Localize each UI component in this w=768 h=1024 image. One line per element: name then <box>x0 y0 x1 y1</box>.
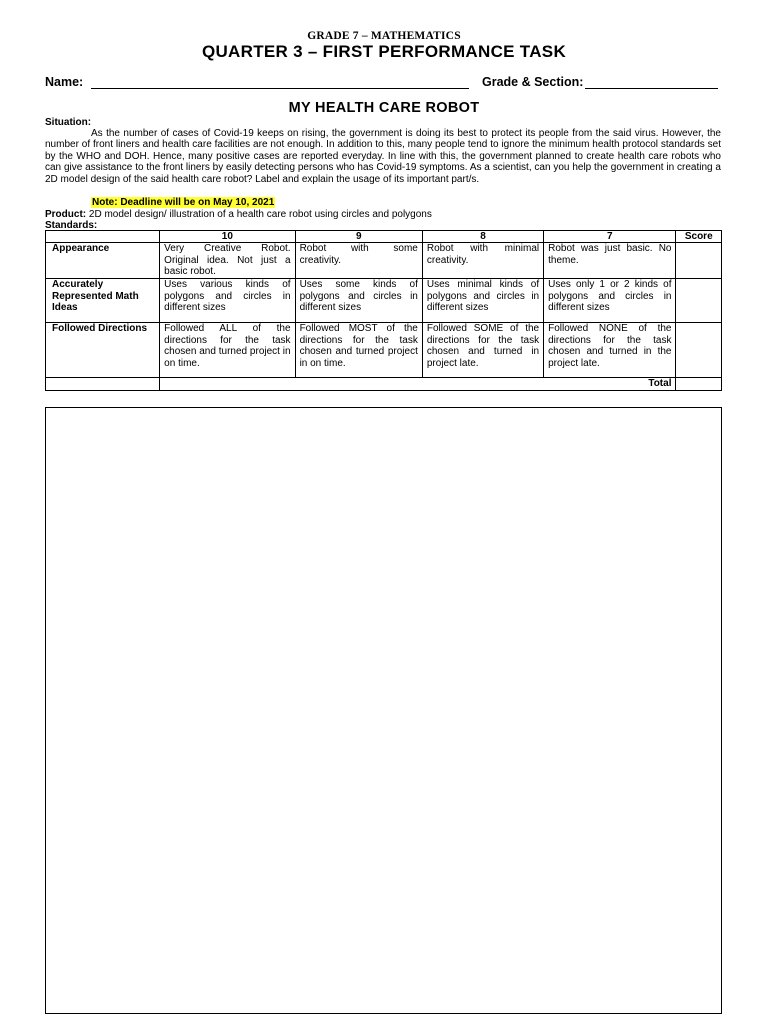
name-label: Name: <box>45 75 84 89</box>
criterion-label: Appearance <box>46 243 160 279</box>
score-cell[interactable] <box>676 279 722 323</box>
level-7-desc: Followed NONE of the directions for the task chosen and turned in the project late. <box>544 323 676 378</box>
level-10-desc: Uses various kinds of polygons and circles in different sizes <box>160 279 295 323</box>
total-label: Total <box>160 378 676 390</box>
level-9-desc: Followed MOST of the directions for the task chosen and turned project in on time. <box>295 323 422 378</box>
total-score-cell[interactable] <box>676 378 722 390</box>
product-label: Product: <box>45 209 87 220</box>
rubric-total-row <box>46 378 722 390</box>
criterion-label: Accurately Represented Math Ideas <box>46 279 160 323</box>
student-info-row <box>45 75 725 91</box>
rubric-header-10: 10 <box>160 231 295 243</box>
deadline-note: Note: Deadline will be on May 10, 2021 <box>92 197 275 208</box>
standards-label: Standards: <box>45 220 98 231</box>
product-line <box>45 209 432 220</box>
level-8-desc: Robot with minimal creativity. <box>422 243 543 279</box>
level-9-desc: Robot with some creativity. <box>295 243 422 279</box>
level-7-desc: Robot was just basic. No theme. <box>544 243 676 279</box>
level-8-desc: Uses minimal kinds of polygons and circles in different sizes <box>422 279 543 323</box>
rubric-row-math-ideas <box>46 279 722 323</box>
total-spacer <box>46 378 160 390</box>
grade-section-field[interactable] <box>585 88 718 89</box>
score-cell[interactable] <box>676 323 722 378</box>
criterion-label: Followed Directions <box>46 323 160 378</box>
grade-subject-heading: GRADE 7 – MATHEMATICS <box>307 30 461 42</box>
rubric-header-7: 7 <box>544 231 676 243</box>
rubric-header-criterion <box>46 231 160 243</box>
rubric-header-9: 9 <box>295 231 422 243</box>
level-10-desc: Followed ALL of the directions for the task chosen and turned project in on time. <box>160 323 295 378</box>
task-heading: QUARTER 3 – FIRST PERFORMANCE TASK <box>201 42 567 61</box>
drawing-area[interactable] <box>45 407 722 1014</box>
level-10-desc: Very Creative Robot. Original idea. Not just a basic robot. <box>160 243 295 279</box>
situation-label: Situation: <box>45 117 92 128</box>
level-9-desc: Uses some kinds of polygons and circles in different sizes <box>295 279 422 323</box>
level-7-desc: Uses only 1 or 2 kinds of polygons and circles in different sizes <box>544 279 676 323</box>
situation-text: As the number of cases of Covid-19 keeps on rising, the government is doing its best to protect its people from the said virus. However, the number of front liners and health care facilities are not enough. In addition to this, many people tend to ignore the minimum health protocol standards set by the WHO and DOH. Hence, many positive cases are reported everyday. In line with this, the government planned to create health care robots who can give assistance to the front liners by easily detecting persons who has Covid-19 symptoms. As a scientist, can you help the government in creating a 2D model design of the said health care robot? Label and explain the usage of its important part/s. <box>45 128 721 185</box>
rubric-row-directions <box>46 323 722 378</box>
rubric-header-score: Score <box>676 231 722 243</box>
grade-section-label: Grade & Section: <box>482 75 584 89</box>
name-field[interactable] <box>91 88 469 89</box>
rubric-row-appearance <box>46 243 722 279</box>
product-text: 2D model design/ illustration of a health care robot using circles and polygons <box>88 209 432 220</box>
level-8-desc: Followed SOME of the directions for the task chosen and turned in project late. <box>422 323 543 378</box>
task-title: MY HEALTH CARE ROBOT <box>288 100 480 116</box>
rubric-header-8: 8 <box>422 231 543 243</box>
score-cell[interactable] <box>676 243 722 279</box>
rubric-table <box>45 230 722 391</box>
